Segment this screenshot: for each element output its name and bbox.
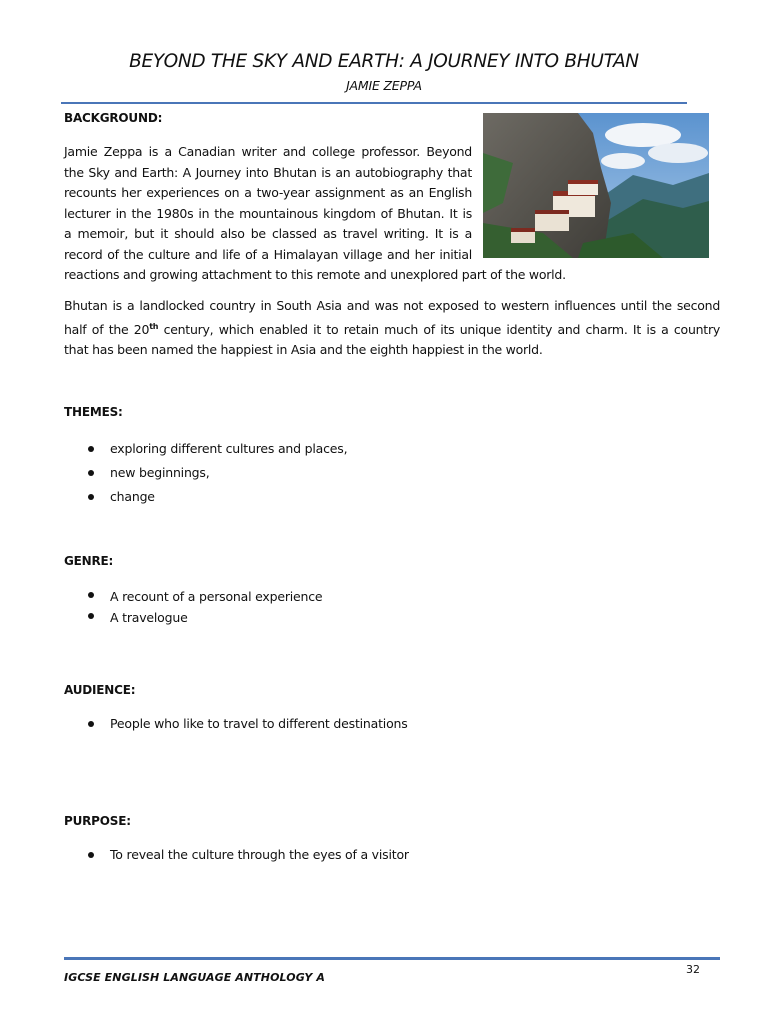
paragraph-line: a memoir, but it should also be classed as travel writing. It is a xyxy=(64,226,472,241)
list-item: A recount of a personal experience xyxy=(85,586,322,607)
list-item: new beginnings, xyxy=(85,464,347,481)
list-item: exploring different cultures and places, xyxy=(85,440,347,457)
purpose-heading: PURPOSE: xyxy=(64,814,131,828)
list-item: People who like to travel to different destinations xyxy=(85,715,408,732)
audience-heading: AUDIENCE: xyxy=(64,683,136,697)
list-item: A travelogue xyxy=(85,607,322,628)
paragraph-line: the Sky and Earth: A Journey into Bhutan is an autobiography that xyxy=(64,164,472,180)
paragraph-line: Jamie Zeppa is a Canadian writer and college professor. Beyond xyxy=(64,144,472,159)
background-paragraph-1 xyxy=(64,142,566,286)
paragraph-line: reactions and growing attachment to this remote and unexplored part of the world. xyxy=(64,267,566,282)
paragraph-line: Bhutan is a landlocked country in South Asia and was not exposed to western influences until the second xyxy=(64,298,720,313)
footer-rule xyxy=(64,957,720,960)
document-author: JAMIE ZEPPA xyxy=(346,78,422,93)
paragraph-line: that has been named the happiest in Asia and the eighth happiest in the world. xyxy=(64,342,543,357)
paragraph-text: half of the 20 xyxy=(64,321,150,337)
paragraph-line: record of the culture and life of a Himalayan village and her initial xyxy=(64,246,472,262)
document-title: BEYOND THE SKY AND EARTH: A JOURNEY INTO BHUTAN xyxy=(129,51,639,72)
paragraph-text: century, which enabled it to retain much of its unique identity and charm. It is a country xyxy=(158,321,720,337)
background-paragraph-2 xyxy=(64,296,720,361)
list-item: To reveal the culture through the eyes of a visitor xyxy=(85,846,409,863)
page-number: 32 xyxy=(686,963,700,976)
paragraph-line: recounts her experiences on a two-year assignment as an English xyxy=(64,185,472,200)
purpose-list xyxy=(85,846,409,863)
themes-list xyxy=(85,440,347,505)
list-item: change xyxy=(85,488,347,505)
paragraph-line: lecturer in the 1980s in the mountainous kingdom of Bhutan. It is xyxy=(64,205,472,221)
footer-text: IGCSE ENGLISH LANGUAGE ANTHOLOGY A xyxy=(64,971,325,984)
bhutan-monastery-photo xyxy=(483,113,709,258)
paragraph-line xyxy=(64,317,720,341)
header-rule xyxy=(61,102,687,104)
audience-list xyxy=(85,715,408,732)
themes-heading: THEMES: xyxy=(64,405,123,419)
genre-heading: GENRE: xyxy=(64,554,114,568)
genre-list xyxy=(85,586,322,628)
background-heading: BACKGROUND: xyxy=(64,111,163,125)
superscript: th xyxy=(149,321,159,331)
